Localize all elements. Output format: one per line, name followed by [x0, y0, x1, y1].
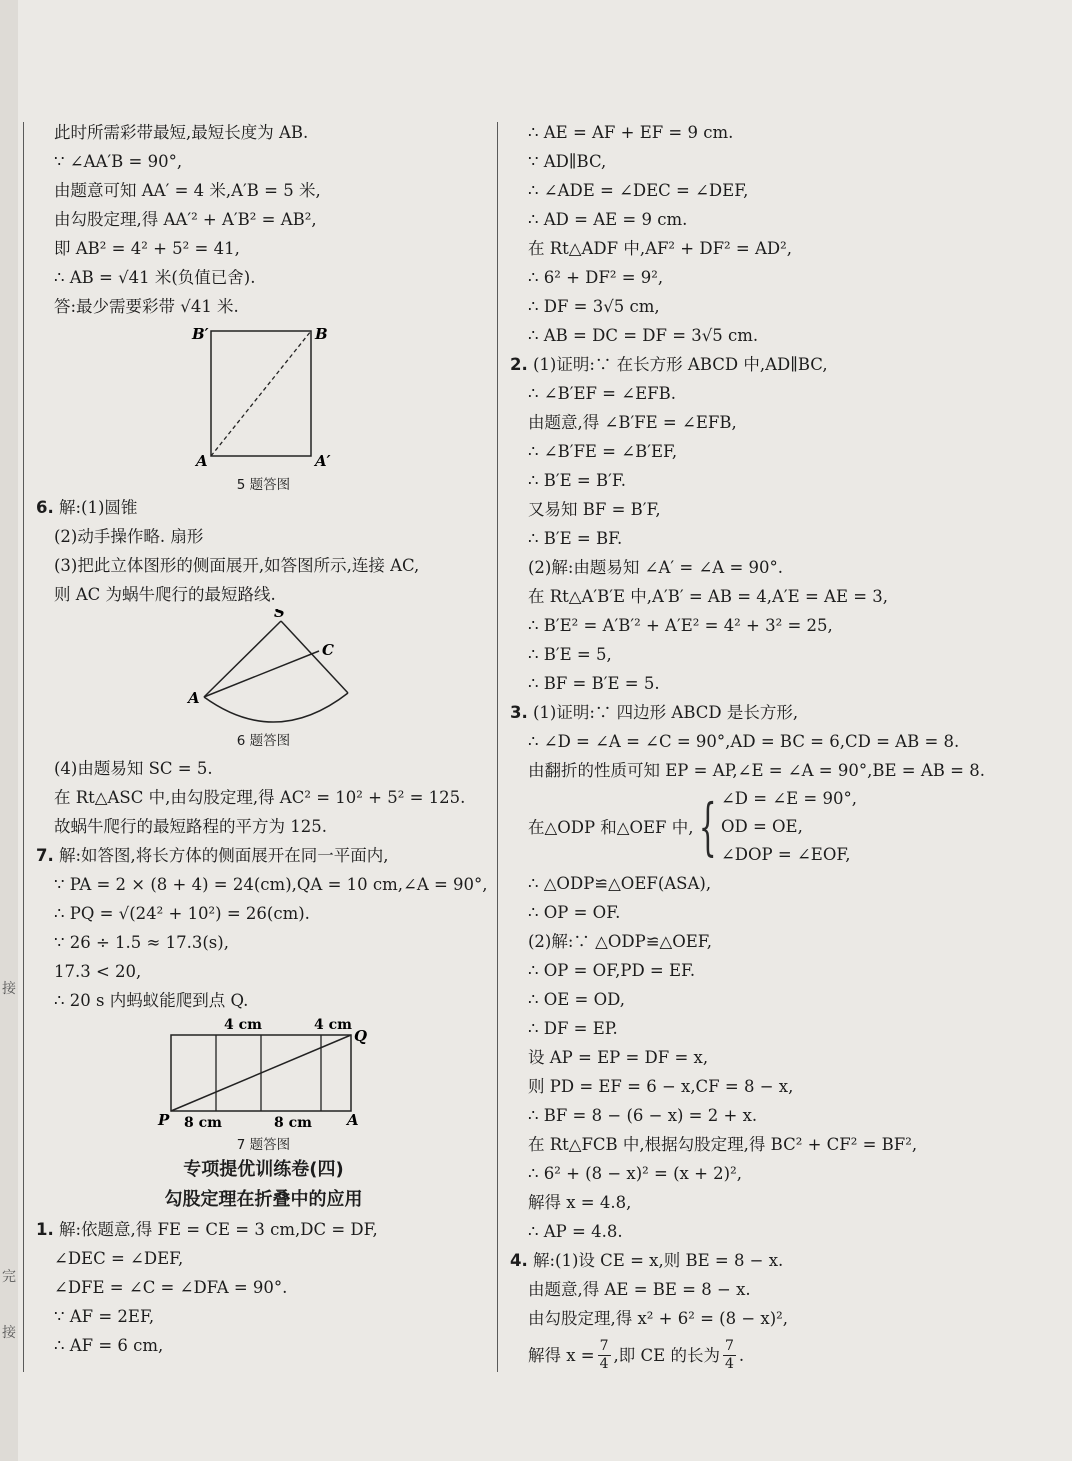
- text-line: ∴ △ODP≌△OEF(ASA),: [528, 874, 712, 893]
- text-line: 解得 x = 4.8,: [528, 1193, 632, 1212]
- text-line: ∴ DF = EP.: [528, 1019, 618, 1038]
- label-a: A: [196, 452, 208, 470]
- text-line: ∵ ∠AA′B = 90°,: [54, 152, 183, 171]
- brace-icon: {: [698, 790, 717, 863]
- text-line: (1)证明:∵ 在长方形 ABCD 中,AD∥BC,: [533, 355, 828, 374]
- text-line: 由勾股定理,得 x² + 6² = (8 − x)²,: [528, 1309, 789, 1328]
- text-line: ∴ PQ = √(24² + 10²) = 26(cm).: [54, 904, 310, 923]
- text-line: 即 AB² = 4² + 5² = 41,: [54, 239, 240, 258]
- page-edge: [0, 0, 18, 1461]
- final-answer-line: [528, 1333, 1030, 1377]
- text-line: 此时所需彩带最短,最短长度为 AB.: [54, 123, 309, 142]
- figure-5-diagram: [36, 321, 491, 471]
- text-line: ∴ OE = OD,: [528, 990, 626, 1009]
- text-line: ∴ 6² + (8 − x)² = (x + 2)²,: [528, 1164, 742, 1183]
- text-line: 解:(1)圆锥: [59, 498, 138, 517]
- text-line: ∴ AB = DC = DF = 3√5 cm.: [528, 326, 759, 345]
- margin-mark-3: 接: [2, 1325, 16, 1341]
- question-number: 3.: [510, 703, 528, 722]
- text-line: ∴ BF = B′E = 5.: [528, 674, 660, 693]
- text-line: 由勾股定理,得 AA′² + A′B² = AB²,: [54, 210, 317, 229]
- text-line: 在 Rt△ASC 中,由勾股定理,得 AC² = 10² + 5² = 125.: [54, 788, 466, 807]
- answer-middle: ,即 CE 的长为: [613, 1345, 720, 1365]
- sector-radius-right: [281, 621, 348, 693]
- text-line: ∴ ∠D = ∠A = ∠C = 90°,AD = BC = 6,CD = AB = 8.: [528, 732, 960, 751]
- text-line: ∵ AD∥BC,: [528, 152, 607, 171]
- text-line: ∴ AB = √41 米(负值已舍).: [54, 268, 256, 287]
- label-b: B: [315, 325, 328, 343]
- fraction-numerator: 7: [724, 1337, 734, 1354]
- text-line: (3)把此立体图形的侧面展开,如答图所示,连接 AC,: [54, 556, 420, 575]
- question-number: 1.: [36, 1220, 54, 1239]
- text-line: ∴ OP = OF.: [528, 903, 621, 922]
- system-line: ∠DOP = ∠EOF,: [720, 845, 851, 864]
- label-a-prime: A′: [315, 452, 331, 470]
- text-line: 则 PD = EF = 6 − x,CF = 8 − x,: [528, 1077, 794, 1096]
- text-line: ∴ ∠B′EF = ∠EFB.: [528, 384, 676, 403]
- text-line: 答:最少需要彩带 √41 米.: [54, 297, 239, 316]
- text-line: 解:如答图,将长方体的侧面展开在同一平面内,: [59, 846, 389, 865]
- text-line: ∵ PA = 2 × (8 + 4) = 24(cm),QA = 10 cm,∠A = 90°,: [54, 875, 488, 894]
- text-line: 在 Rt△ADF 中,AF² + DF² = AD²,: [528, 239, 792, 258]
- text-line: ∴ 20 s 内蚂蚁能爬到点 Q.: [54, 991, 249, 1010]
- system-line: OD = OE,: [720, 817, 803, 836]
- answer-prefix: 解得 x =: [528, 1345, 595, 1365]
- right-column: [510, 118, 1030, 1377]
- question-number: 6.: [36, 498, 54, 517]
- text-line: ∴ AF = 6 cm,: [54, 1336, 164, 1355]
- text-line: ∴ OP = OF,PD = EF.: [528, 961, 696, 980]
- text-line: 解:(1)设 CE = x,则 BE = 8 − x.: [533, 1251, 784, 1270]
- left-column: [36, 118, 491, 1360]
- left-margin-rule: [23, 122, 24, 1372]
- text-line: ∴ AD = AE = 9 cm.: [528, 210, 688, 229]
- label-top-2: 4 cm: [314, 1017, 352, 1033]
- question-number: 2.: [510, 355, 528, 374]
- figure-6-caption: 6 题答图: [236, 733, 291, 749]
- text-line: 由题意可知 AA′ = 4 米,A′B = 5 米,: [54, 181, 321, 200]
- label-b-prime: B′: [192, 325, 209, 343]
- text-line: ∴ ∠ADE = ∠DEC = ∠DEF,: [528, 181, 749, 200]
- column-divider: [497, 122, 498, 1372]
- text-line: ∴ ∠B′FE = ∠B′EF,: [528, 442, 678, 461]
- system-prefix: 在△ODP 和△OEF 中,: [528, 817, 694, 837]
- label-a: A: [347, 1111, 359, 1129]
- figure-7-caption: 7 题答图: [236, 1137, 291, 1153]
- text-line: ∴ B′E = BF.: [528, 529, 623, 548]
- figure-7-diagram: [36, 1015, 491, 1133]
- text-line: ∴ 6² + DF² = 9²,: [528, 268, 664, 287]
- text-line: 由题意,得 ∠B′FE = ∠EFB,: [528, 413, 737, 432]
- text-line: 故蜗牛爬行的最短路程的平方为 125.: [54, 817, 327, 836]
- text-line: 17.3 < 20,: [54, 962, 142, 981]
- text-line: 在 Rt△A′B′E 中,A′B′ = AB = 4,A′E = AE = 3,: [528, 587, 889, 606]
- text-line: ∠DFE = ∠C = ∠DFA = 90°.: [54, 1278, 288, 1297]
- label-a: A: [188, 689, 200, 707]
- figure-7: [36, 1015, 491, 1155]
- text-line: 设 AP = EP = DF = x,: [528, 1048, 709, 1067]
- text-line: ∴ DF = 3√5 cm,: [528, 297, 660, 316]
- answer-end: .: [738, 1345, 745, 1365]
- label-q: Q: [354, 1027, 368, 1045]
- figure-5-caption: 5 题答图: [236, 477, 291, 493]
- equation-system: [528, 785, 1030, 869]
- text-line: ∴ AE = AF + EF = 9 cm.: [528, 123, 734, 142]
- margin-mark-2: 完: [2, 1269, 16, 1285]
- fraction-denominator: 4: [724, 1355, 734, 1372]
- text-line: (4)由题易知 SC = 5.: [54, 759, 213, 778]
- text-line: ∴ BF = 8 − (6 − x) = 2 + x.: [528, 1106, 758, 1125]
- text-line: ∵ 26 ÷ 1.5 ≈ 17.3(s),: [54, 933, 229, 952]
- section-subtitle: 勾股定理在折叠中的应用: [164, 1189, 363, 1210]
- text-line: (2)解:∵ △ODP≌△OEF,: [528, 932, 712, 951]
- label-bottom-1: 8 cm: [184, 1115, 222, 1131]
- text-line: (2)解:由题易知 ∠A′ = ∠A = 90°.: [528, 558, 784, 577]
- fraction-numerator: 7: [599, 1337, 609, 1354]
- label-p: P: [158, 1111, 170, 1129]
- sector-arc: [204, 693, 348, 722]
- text-line: ∵ AF = 2EF,: [54, 1307, 155, 1326]
- text-line: (1)证明:∵ 四边形 ABCD 是长方形,: [533, 703, 799, 722]
- label-bottom-2: 8 cm: [274, 1115, 312, 1131]
- system-line: ∠D = ∠E = 90°,: [720, 789, 857, 808]
- segment-ac: [204, 651, 319, 697]
- label-top-1: 4 cm: [224, 1017, 262, 1033]
- text-line: 又易知 BF = B′F,: [528, 500, 661, 519]
- fraction: [598, 1338, 611, 1373]
- fraction: [723, 1338, 736, 1373]
- text-line: (2)动手操作略. 扇形: [54, 527, 204, 546]
- text-line: ∴ B′E² = A′B′² + A′E² = 4² + 3² = 25,: [528, 616, 833, 635]
- sector-radius-left: [204, 621, 281, 697]
- figure-6-diagram: [36, 609, 491, 734]
- margin-mark-1: 接: [2, 981, 16, 997]
- text-line: 则 AC 为蜗牛爬行的最短路线.: [54, 585, 276, 604]
- label-s: S: [274, 609, 285, 621]
- label-c: C: [322, 641, 334, 659]
- question-number: 4.: [510, 1251, 528, 1270]
- text-line: 由题意,得 AE = BE = 8 − x.: [528, 1280, 751, 1299]
- section-title: 专项提优训练卷(四): [183, 1159, 344, 1180]
- text-line: ∠DEC = ∠DEF,: [54, 1249, 184, 1268]
- text-line: 解:依题意,得 FE = CE = 3 cm,DC = DF,: [59, 1220, 378, 1239]
- text-line: ∴ B′E = 5,: [528, 645, 612, 664]
- question-number: 7.: [36, 846, 54, 865]
- figure-6: [36, 609, 491, 754]
- text-line: 由翻折的性质可知 EP = AP,∠E = ∠A = 90°,BE = AB = 8.: [528, 761, 985, 780]
- text-line: ∴ AP = 4.8.: [528, 1222, 623, 1241]
- text-line: 在 Rt△FCB 中,根据勾股定理,得 BC² + CF² = BF²,: [528, 1135, 918, 1154]
- figure-5: [36, 321, 491, 493]
- fraction-denominator: 4: [599, 1355, 609, 1372]
- text-line: ∴ B′E = B′F.: [528, 471, 626, 490]
- dashed-diagonal: [211, 331, 311, 456]
